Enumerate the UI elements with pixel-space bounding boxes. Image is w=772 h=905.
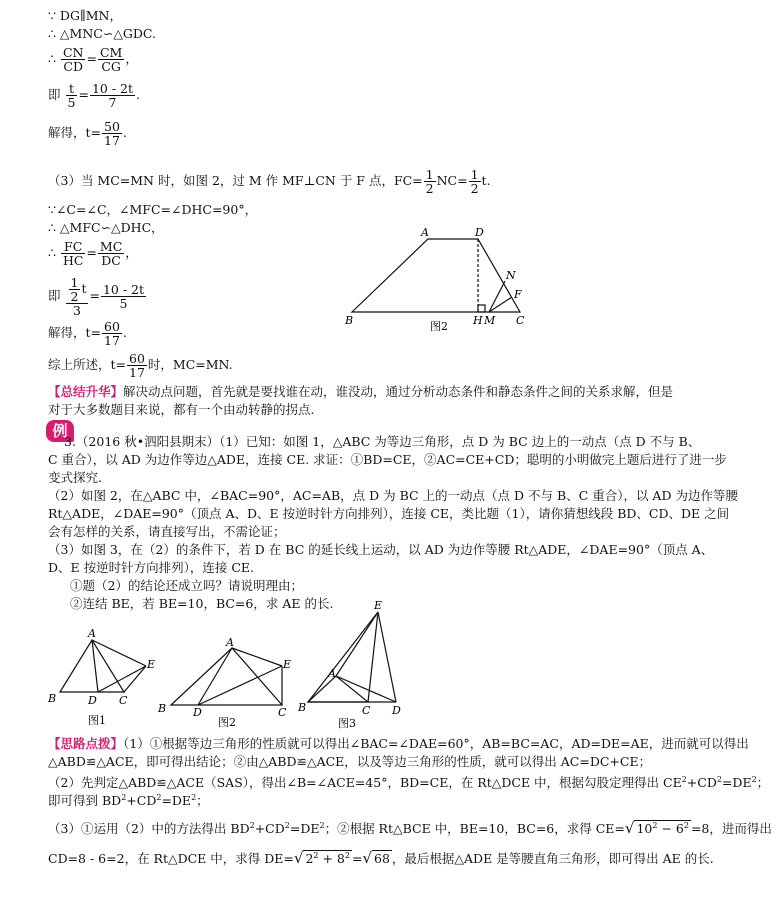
summary-tag: 【总结升华】 (48, 384, 124, 399)
label-E: E (374, 599, 383, 612)
fraction: $\frac{60}{17}$ (129, 351, 145, 380)
label-C: C (278, 706, 287, 719)
fraction: $\frac{CN}{CD}$ (62, 45, 84, 74)
fraction: $\frac{FC}{HC}$ (62, 239, 84, 268)
figure-caption: 图2 (218, 716, 236, 729)
summary-line-1: 【总结升华】解决动点问题，首先就是要找谁在动，谁没动，通过分析动态条件和静态条件之间的关系求解，但是 (48, 384, 674, 399)
problem-part-1: ①题（2）的结论还成立吗？请说明理由； (70, 578, 303, 593)
label-E: E (147, 658, 156, 671)
fraction: $\frac{10 - 2t}{7}$ (91, 81, 133, 110)
line-similar-1: ∴ △MNC∽△GDC. (48, 26, 157, 41)
fraction: $\frac{t}{5}$ (67, 81, 76, 110)
line-ratio-2: ∴ $\frac{FC}{HC}$ = $\frac{MC}{DC}$ ， (48, 239, 138, 268)
label-H: H (473, 314, 483, 327)
fraction: $\frac{1}{2}$ (470, 167, 479, 196)
label-B: B (48, 692, 57, 705)
line-solution-1: 解得，t= $\frac{50}{17}$ . (48, 119, 127, 148)
hint-line-2: △ABD≌△ACE，即可得出结论；②由△ABD≌△ACE，以及等边三角形的性质，就可以得出 AC=DC+CE； (48, 754, 652, 769)
hint-line-5: （3）①运用（2）中的方法得出 $BD^2+CD^2=DE^2$；②根据 Rt△BCE 中，BE=10，BC=6，求得 CE=√ $10^2 - 6^2 =8$，进而得出 (48, 819, 772, 838)
figure-caption: 图3 (338, 717, 356, 730)
radical: $10^2 - 6^2$ (636, 821, 689, 837)
problem-line-4: （2）如图 2，在△ABC 中，∠BAC=90°，AC=AB，点 D 为 BC 上的一动点（点 D 不与 B、C 重合），以 AD 为边作等腰 (48, 488, 738, 503)
label-M: M (484, 314, 496, 327)
label-A: A (226, 636, 234, 649)
fraction: $\frac{MC}{DC}$ (99, 239, 123, 268)
line-conclusion: 综上所述，t= $\frac{60}{17}$ 时，MC=MN. (48, 351, 233, 380)
figure-3 (308, 612, 396, 702)
fraction: $\frac{50}{17}$ (104, 119, 120, 148)
line-equation-1: 即 $\frac{t}{5}$ = $\frac{10 - 2t}{7}$ . (48, 81, 140, 110)
hint-line-6: CD=8 - 6=2，在 Rt△DCE 中，求得 DE=√ $2^2 + 8^2$ =√ 68 ，最后根据△ADE 是等腰直角三角形，即可得出 AE 的长. (48, 849, 714, 868)
label-N: N (506, 269, 516, 282)
radical: $2^2 + 8^2$ (305, 851, 350, 867)
problem-line-5: Rt△ADE，∠DAE=90°（顶点 A、D、E 按逆时针方向排列），连接 CE，类比题（1），请你猜想线段 BD、CD、DE 之间 (48, 506, 730, 521)
problem-line-7: （3）如图 3，在（2）的条件下，若 D 在 BC 的延长线上运动，以 AD 为边作等腰 Rt△ADE，∠DAE=90°（顶点 A、 (48, 542, 714, 557)
label-A: A (421, 226, 429, 239)
label-E: E (283, 658, 292, 671)
problem-line-2: C 重合），以 AD 为边作等边△ADE，连接 CE. 求证：①BD=CE，②AC=CE+CD；聪明的小明做完上题后进行了进一步 (48, 452, 727, 467)
label-D: D (193, 706, 202, 719)
figure-1 (60, 640, 146, 692)
line-similar-2: ∴ △MFC∽△DHC， (48, 220, 164, 235)
fraction: $\frac{10 - 2t}{5}$ (102, 282, 145, 311)
hint-tag: 【思路点拨】 (48, 736, 124, 751)
label-C: C (119, 694, 128, 707)
radical: 68 (374, 851, 390, 867)
line-case-3: （3）当 MC=MN 时，如图 2，过 M 作 MF⊥CN 于 F 点，FC= $\frac{1}{2}$ NC= $\frac{1}{2}$ t. (48, 167, 491, 196)
label-C: C (362, 704, 371, 717)
figure-caption: 图1 (88, 714, 106, 727)
label-B: B (158, 702, 167, 715)
label-D: D (392, 704, 401, 717)
problem-line-3: 变式探究. (48, 470, 102, 485)
line-solution-2: 解得，t= $\frac{60}{17}$ . (48, 319, 127, 348)
problem-line-6: 会有怎样的关系，请直接写出，不需论证； (48, 524, 286, 539)
label-B: B (298, 701, 307, 714)
line-equation-2: 即 $\frac{1}{2}$ t 3 = $\frac{10 - 2t}{5}$ (48, 275, 145, 318)
line-dg-parallel: ∵ DG∥MN， (48, 8, 122, 23)
compound-fraction: $\frac{1}{2}$ t 3 (66, 276, 89, 317)
label-D: D (88, 694, 97, 707)
problem-line-1: 3.（2016 秋•泗阳县期末）（1）已知：如图 1，△ABC 为等边三角形，点 D 为 BC 边上的一动点（点 D 不与 B、 (64, 434, 701, 449)
hint-line-3: （2）先判定△ABD≌△ACE（SAS），得出∠B=∠ACE=45°，BD=CE，在 Rt△DCE 中，根据勾股定理得出 $CE^2+CD^2=DE^2$； (48, 775, 770, 791)
line-ratio-1: ∴ $\frac{CN}{CD}$ = $\frac{CM}{CG}$ ， (48, 45, 138, 74)
label-B: B (345, 314, 354, 327)
hint-line-4: 即可得到 $BD^2+CD^2=DE^2$； (48, 793, 209, 809)
summary-line-2: 对于大多数题目来说，都有一个由动转静的拐点. (48, 402, 315, 417)
problem-part-2: ②连结 BE，若 BE=10，BC=6，求 AE 的长. (70, 596, 334, 611)
label-C: C (516, 314, 525, 327)
figure-caption: 图2 (430, 320, 448, 333)
fraction: $\frac{1}{2}$ (425, 167, 434, 196)
hint-line-1: 【思路点拨】（1）①根据等边三角形的性质就可以得出∠BAC=∠DAE=60°，AB=BC=AC，AD=DE=AE，进而就可以得出 (48, 736, 749, 751)
line-angle-equal: ∵∠C=∠C，∠MFC=∠DHC=90°， (48, 202, 258, 217)
label-D: D (475, 226, 484, 239)
problem-line-8: D、E 按逆时针方向排列），连接 CE. (48, 560, 255, 575)
example-badge: 例 (46, 420, 74, 442)
label-A: A (328, 667, 336, 680)
label-F: F (514, 288, 522, 301)
label-A: A (88, 627, 96, 640)
fraction: $\frac{60}{17}$ (104, 319, 120, 348)
trapezoid-figure (352, 239, 520, 312)
figure-2 (171, 648, 282, 705)
fraction: $\frac{CM}{CG}$ (99, 45, 123, 74)
